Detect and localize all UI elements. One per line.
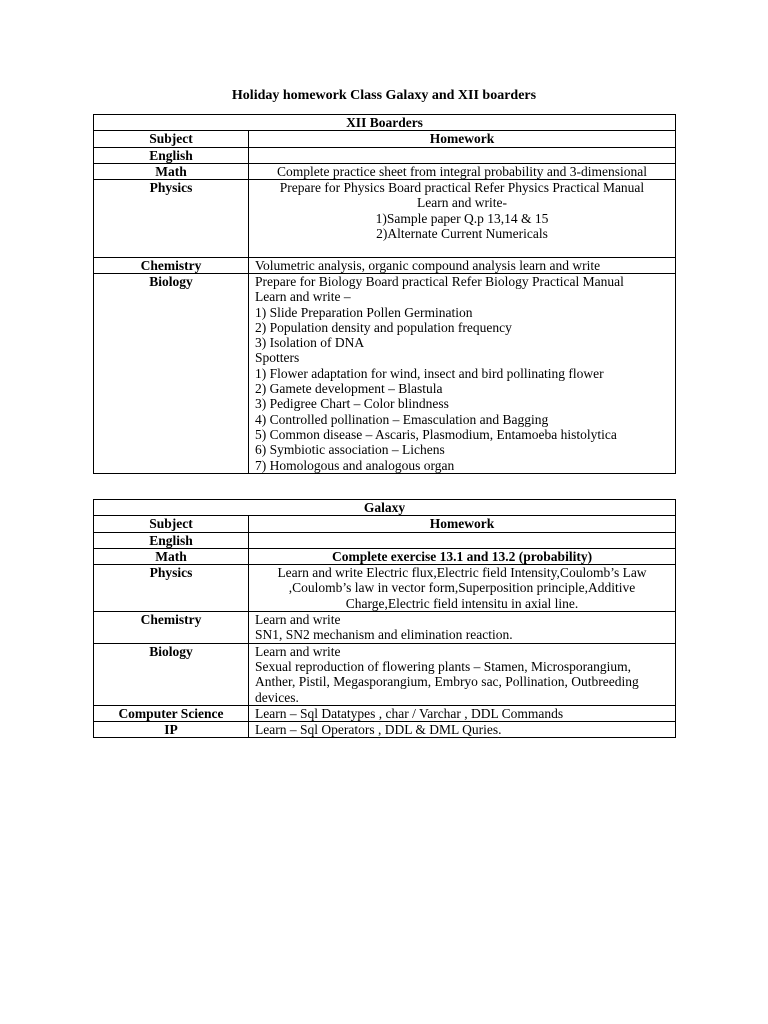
- column-header-homework: Homework: [249, 131, 676, 147]
- homework-line: 2) Gamete development – Blastula: [255, 381, 443, 397]
- table-heading: XII Boarders: [94, 115, 676, 131]
- column-header-row: [94, 131, 676, 147]
- homework-line: 6) Symbiotic association – Lichens: [255, 442, 445, 458]
- galaxy-table: [93, 499, 676, 738]
- table-row: [94, 705, 676, 721]
- homework-line: 3) Isolation of DNA: [255, 335, 365, 351]
- homework-line: 4) Controlled pollination – Emasculation and Bagging: [255, 411, 549, 427]
- blank-line: [255, 241, 669, 256]
- homework-cell: [249, 273, 676, 473]
- subject-cell: English: [94, 147, 249, 163]
- column-header-homework: Homework: [249, 516, 676, 532]
- homework-line: 1) Flower adaptation for wind, insect and bird pollinating flower: [255, 365, 604, 381]
- table-row: [94, 257, 676, 273]
- column-header-row: [94, 516, 676, 532]
- subject-cell: Chemistry: [94, 257, 249, 273]
- homework-line: 1) Slide Preparation Pollen Germination: [255, 304, 473, 320]
- homework-cell: Learn – Sql Datatypes , char / Varchar , DDL Commands: [249, 705, 676, 721]
- table-row: [94, 163, 676, 179]
- homework-line: Learn and write-: [417, 195, 507, 211]
- column-header-subject: Subject: [94, 131, 249, 147]
- table-row: [94, 612, 676, 644]
- table-row: [94, 722, 676, 738]
- homework-cell: [249, 532, 676, 548]
- table-row: [94, 273, 676, 473]
- subject-cell: Physics: [94, 180, 249, 257]
- table-row: [94, 548, 676, 564]
- subject-cell: Biology: [94, 643, 249, 705]
- subject-cell: Physics: [94, 565, 249, 612]
- subject-cell: Chemistry: [94, 612, 249, 644]
- table-row: [94, 180, 676, 257]
- homework-line: Prepare for Biology Board practical Refer Biology Practical Manual: [255, 273, 624, 289]
- homework-cell: Complete practice sheet from integral probability and 3-dimensional: [249, 163, 676, 179]
- homework-line: 2)Alternate Current Numericals: [376, 226, 548, 242]
- homework-cell: Learn – Sql Operators , DDL & DML Quries.: [249, 722, 676, 738]
- column-header-subject: Subject: [94, 516, 249, 532]
- subject-cell: Math: [94, 163, 249, 179]
- homework-cell: [249, 180, 676, 257]
- homework-line: Spotters: [255, 350, 300, 366]
- homework-cell: Complete exercise 13.1 and 13.2 (probability): [249, 548, 676, 564]
- homework-cell: [249, 643, 676, 705]
- page-title: Holiday homework Class Galaxy and XII boarders: [231, 88, 537, 103]
- homework-cell: [249, 612, 676, 644]
- subject-cell: Biology: [94, 273, 249, 473]
- homework-line: 2) Population density and population frequency: [255, 319, 512, 335]
- homework-line: 7) Homologous and analogous organ: [255, 457, 455, 473]
- homework-cell: Learn and write Electric flux,Electric field Intensity,Coulomb’s Law ,Coulomb’s law in vector form,Superposition principle,Additive Charge,Electric field intensitu in axial line.: [249, 565, 676, 612]
- xii-boarders-table: [93, 114, 676, 474]
- homework-line: Prepare for Physics Board practical Refer Physics Practical Manual: [279, 180, 645, 196]
- homework-line: 5) Common disease – Ascaris, Plasmodium, Entamoeba histolytica: [255, 426, 617, 442]
- subject-cell: Computer Science: [94, 705, 249, 721]
- table-row: [94, 532, 676, 548]
- homework-line: 1)Sample paper Q.p 13,14 & 15: [375, 210, 549, 226]
- table-row: [94, 565, 676, 612]
- subject-cell: Math: [94, 548, 249, 564]
- table-row: [94, 147, 676, 163]
- subject-cell: English: [94, 532, 249, 548]
- homework-cell: [249, 147, 676, 163]
- table-heading: Galaxy: [94, 500, 676, 516]
- homework-line: Sexual reproduction of flowering plants – Stamen, Microsporangium, Anther, Pistil, Megasporangium, Embryo sac, Pollination, Outbreeding devices.: [255, 658, 639, 705]
- homework-cell: Volumetric analysis, organic compound analysis learn and write: [249, 257, 676, 273]
- subject-cell: IP: [94, 722, 249, 738]
- homework-line: Learn and write: [255, 643, 341, 659]
- homework-line: Learn and write: [255, 612, 341, 628]
- homework-line: Learn and write –: [255, 289, 351, 305]
- homework-line: 3) Pedigree Chart – Color blindness: [255, 396, 449, 412]
- table-row: [94, 643, 676, 705]
- homework-line: SN1, SN2 mechanism and elimination reaction.: [255, 627, 513, 643]
